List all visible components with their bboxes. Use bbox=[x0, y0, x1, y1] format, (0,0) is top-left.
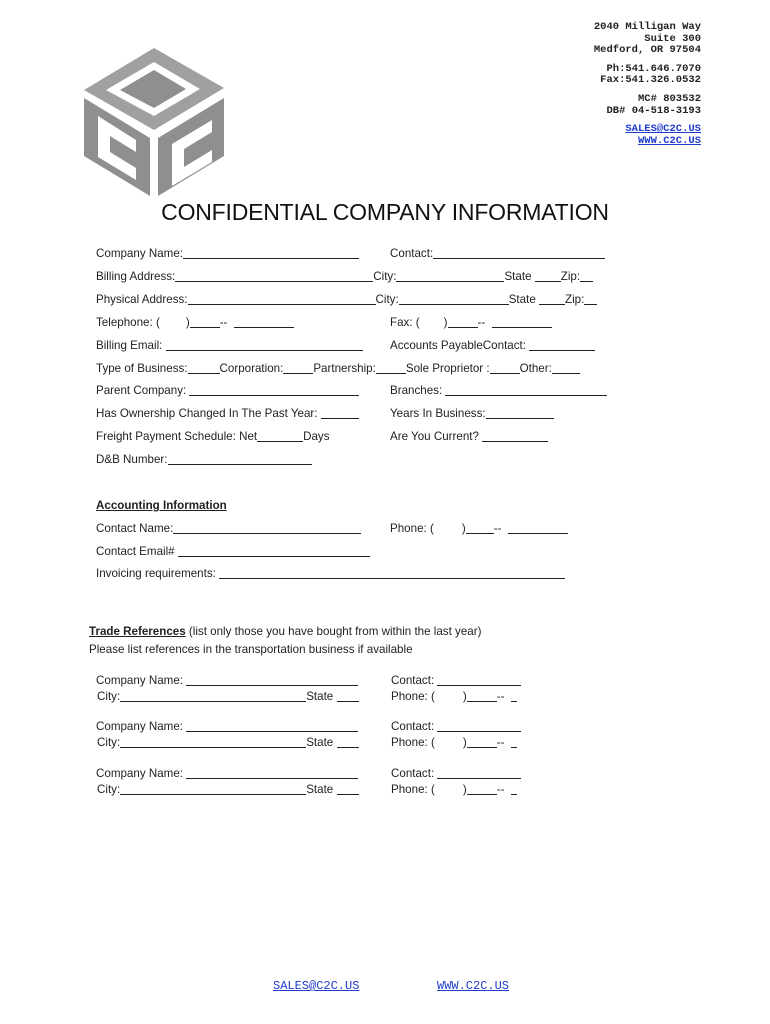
telephone-label: Telephone: ( bbox=[96, 316, 160, 329]
parent-company-label: Parent Company: bbox=[96, 384, 187, 397]
ownership-changed-field[interactable] bbox=[96, 407, 359, 421]
invoicing-requirements-field[interactable] bbox=[96, 567, 565, 581]
telephone-paren: ) bbox=[185, 316, 190, 329]
accounting-phone-dash: -- bbox=[493, 522, 502, 535]
header-phone: Ph:541.646.7070 bbox=[606, 62, 701, 75]
trade-ref-phone-paren: ) bbox=[462, 783, 467, 796]
header-email-link[interactable]: SALES@C2C.US bbox=[625, 123, 701, 136]
partnership-label: Partnership: bbox=[313, 362, 376, 375]
trade-ref-phone-dash: -- bbox=[496, 690, 505, 703]
trade-ref-phone-dash: -- bbox=[496, 736, 505, 749]
header-mc-number: MC# 803532 bbox=[637, 92, 701, 105]
physical-city-label: City: bbox=[375, 293, 399, 306]
trade-references-subnote: Please list references in the transportation business if available bbox=[89, 643, 413, 656]
physical-state-label: State bbox=[508, 293, 536, 306]
trade-ref-2-company-name-field[interactable] bbox=[96, 720, 358, 734]
telephone-field[interactable] bbox=[96, 316, 294, 330]
trade-ref-3-city-field[interactable] bbox=[97, 783, 359, 797]
days-label: Days bbox=[303, 430, 330, 443]
trade-ref-phone-label: Phone: ( bbox=[391, 690, 435, 703]
freight-payment-label: Freight Payment Schedule: Net bbox=[96, 430, 258, 443]
company-address-block bbox=[594, 22, 701, 147]
trade-ref-state-label: State bbox=[306, 783, 334, 796]
billing-email-field[interactable] bbox=[96, 339, 363, 353]
trade-ref-3-contact-field[interactable] bbox=[391, 767, 521, 781]
trade-ref-phone-paren: ) bbox=[462, 690, 467, 703]
billing-state-label: State bbox=[504, 270, 532, 283]
type-of-business-field[interactable] bbox=[96, 362, 580, 376]
contact-field[interactable] bbox=[390, 247, 605, 261]
trade-ref-state-label: State bbox=[306, 736, 334, 749]
billing-email-label: Billing Email: bbox=[96, 339, 163, 352]
corporation-label: Corporation: bbox=[219, 362, 284, 375]
trade-ref-contact-label: Contact: bbox=[391, 674, 435, 687]
trade-ref-phone-dash: -- bbox=[496, 783, 505, 796]
trade-references-title: Trade References bbox=[89, 625, 186, 638]
trade-references-note: (list only those you have bought from within the last year) bbox=[185, 625, 482, 638]
sole-proprietor-label: Sole Proprietor : bbox=[405, 362, 490, 375]
accounting-email-field[interactable] bbox=[96, 545, 370, 559]
branches-field[interactable] bbox=[390, 384, 607, 398]
trade-ref-2-phone-field[interactable] bbox=[391, 736, 517, 750]
trade-ref-1-phone-field[interactable] bbox=[391, 690, 517, 704]
footer-email[interactable] bbox=[273, 979, 359, 993]
fax-dash: -- bbox=[477, 316, 486, 329]
company-name-field[interactable] bbox=[96, 247, 359, 261]
accounting-email-label: Contact Email# bbox=[96, 545, 175, 558]
trade-ref-company-name-label: Company Name: bbox=[96, 767, 183, 780]
accounting-heading: Accounting Information bbox=[96, 499, 227, 512]
trade-ref-1-city-field[interactable] bbox=[97, 690, 359, 704]
trade-ref-phone-label: Phone: ( bbox=[391, 783, 435, 796]
trade-ref-phone-label: Phone: ( bbox=[391, 736, 435, 749]
trade-ref-2-city-field[interactable] bbox=[97, 736, 359, 750]
years-in-business-field[interactable] bbox=[390, 407, 554, 421]
years-in-business-label: Years In Business: bbox=[390, 407, 486, 420]
trade-ref-city-label: City: bbox=[97, 736, 121, 749]
header-fax: Fax:541.326.0532 bbox=[600, 74, 701, 87]
ap-contact-field[interactable] bbox=[390, 339, 595, 353]
c2c-cube-logo bbox=[80, 40, 228, 198]
billing-city-label: City: bbox=[373, 270, 397, 283]
trade-references-heading bbox=[89, 625, 481, 639]
trade-ref-contact-label: Contact: bbox=[391, 720, 435, 733]
footer-website-link[interactable]: WWW.C2C.US bbox=[437, 979, 510, 993]
branches-label: Branches: bbox=[390, 384, 443, 397]
header-website-link[interactable]: WWW.C2C.US bbox=[637, 134, 701, 147]
telephone-dash: -- bbox=[219, 316, 228, 329]
accounting-phone-field[interactable] bbox=[390, 522, 568, 536]
trade-ref-company-name-label: Company Name: bbox=[96, 674, 183, 687]
type-of-business-label: Type of Business: bbox=[96, 362, 188, 375]
physical-address-field[interactable] bbox=[96, 293, 597, 307]
trade-ref-2-contact-field[interactable] bbox=[391, 720, 521, 734]
are-you-current-label: Are You Current? bbox=[390, 430, 479, 443]
ap-contact-label: Accounts PayableContact: bbox=[390, 339, 526, 352]
footer-email-link[interactable]: SALES@C2C.US bbox=[273, 979, 360, 993]
physical-address-label: Physical Address: bbox=[96, 293, 188, 306]
address-line-2: Suite 300 bbox=[644, 32, 701, 45]
header-db-number: DB# 04-518-3193 bbox=[606, 104, 701, 117]
trade-ref-1-company-name-field[interactable] bbox=[96, 674, 358, 688]
address-line-3: Medford, OR 97504 bbox=[593, 44, 701, 57]
are-you-current-field[interactable] bbox=[390, 430, 548, 444]
trade-ref-3-phone-field[interactable] bbox=[391, 783, 517, 797]
billing-address-field[interactable] bbox=[96, 270, 593, 284]
accounting-contact-name-field[interactable] bbox=[96, 522, 361, 536]
company-name-label: Company Name: bbox=[96, 247, 183, 260]
accounting-phone-paren: ) bbox=[461, 522, 466, 535]
invoicing-requirements-label: Invoicing requirements: bbox=[96, 567, 216, 580]
dnb-number-label: D&B Number: bbox=[96, 453, 168, 466]
physical-zip-label: Zip: bbox=[565, 293, 585, 306]
trade-ref-phone-paren: ) bbox=[462, 736, 467, 749]
trade-ref-contact-label: Contact: bbox=[391, 767, 435, 780]
page-title: CONFIDENTIAL COMPANY INFORMATION bbox=[161, 199, 609, 225]
billing-zip-label: Zip: bbox=[560, 270, 581, 283]
fax-paren: ) bbox=[443, 316, 448, 329]
parent-company-field[interactable] bbox=[96, 384, 359, 398]
address-line-1: 2040 Milligan Way bbox=[593, 21, 701, 33]
billing-address-label: Billing Address: bbox=[96, 270, 176, 283]
accounting-contact-name-label: Contact Name: bbox=[96, 522, 174, 535]
trade-ref-1-contact-field[interactable] bbox=[391, 674, 521, 688]
dnb-number-field[interactable] bbox=[96, 453, 312, 467]
ownership-changed-label: Has Ownership Changed In The Past Year: bbox=[96, 407, 318, 420]
trade-ref-3-company-name-field[interactable] bbox=[96, 767, 358, 781]
trade-ref-state-label: State bbox=[306, 690, 334, 703]
trade-ref-city-label: City: bbox=[97, 690, 121, 703]
footer-website[interactable] bbox=[437, 979, 509, 993]
fax-field[interactable] bbox=[390, 316, 552, 330]
accounting-phone-label: Phone: ( bbox=[390, 522, 434, 535]
trade-ref-company-name-label: Company Name: bbox=[96, 720, 183, 733]
fax-label: Fax: ( bbox=[390, 316, 420, 329]
other-label: Other: bbox=[519, 362, 552, 375]
trade-ref-city-label: City: bbox=[97, 783, 121, 796]
freight-payment-field[interactable] bbox=[96, 430, 330, 444]
contact-label: Contact: bbox=[390, 247, 434, 260]
